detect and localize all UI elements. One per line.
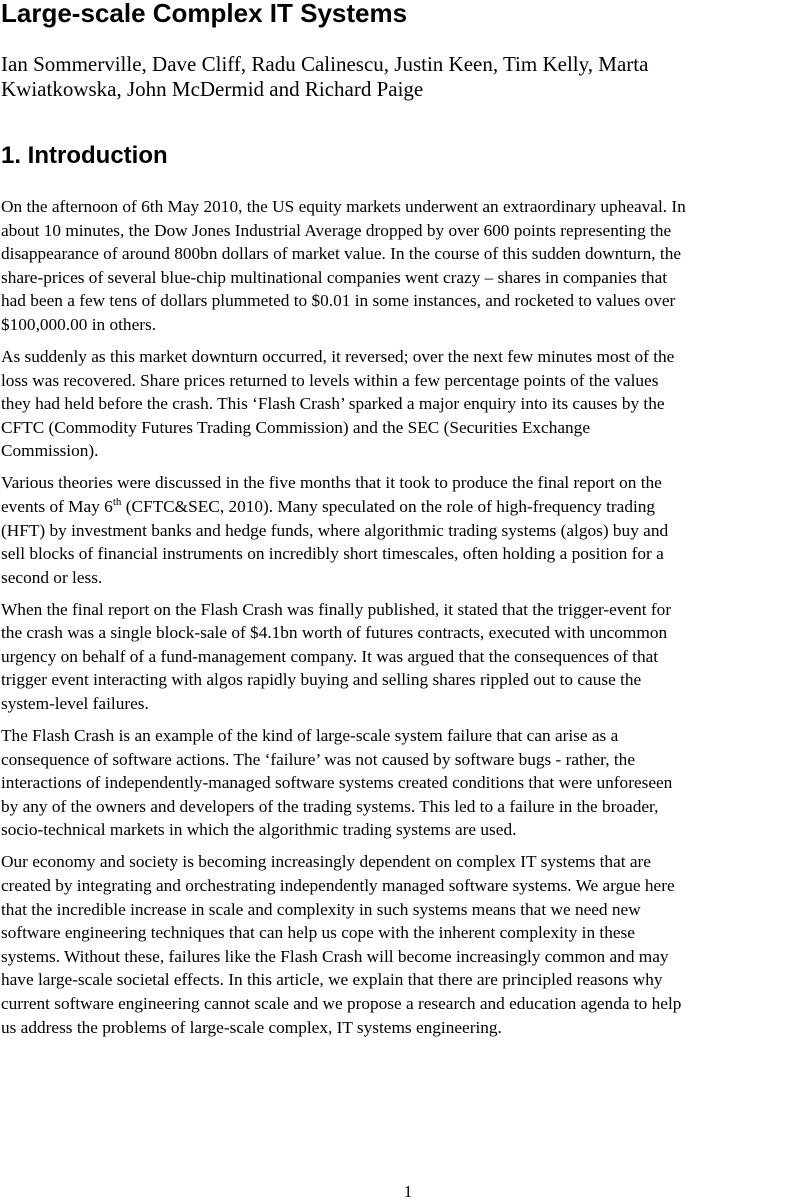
text-line: they had held before the crash. This ‘Flash Crash’ sparked a major enquiry into its causes by the bbox=[1, 394, 665, 414]
text-line: the crash was a single block-sale of $4.1bn worth of futures contracts, executed with uncommon bbox=[1, 623, 668, 643]
page-number: 1 bbox=[403, 1182, 413, 1201]
text-line: CFTC (Commodity Futures Trading Commission) and the SEC (Securities Exchange bbox=[1, 417, 590, 437]
text-line: by any of the owners and developers of the trading systems. This led to a failure in the broader, bbox=[1, 796, 659, 816]
text-line: software engineering techniques that can help us cope with the inherent complexity in these bbox=[1, 923, 635, 943]
text-line: share-prices of several blue-chip multinational companies went crazy – shares in companies that bbox=[1, 267, 668, 287]
text-line-with-superscript bbox=[1, 495, 809, 519]
text-line: system-level failures. bbox=[1, 694, 149, 714]
text-line: Commission). bbox=[1, 441, 99, 461]
text-line: Various theories were discussed in the five months that it took to produce the final report on the bbox=[1, 473, 662, 493]
text-line: $100,000.00 in others. bbox=[1, 314, 157, 334]
text-line: As suddenly as this market downturn occurred, it reversed; over the next few minutes most of the bbox=[1, 346, 675, 366]
text-line: interactions of independently-managed software systems created conditions that were unforeseen bbox=[1, 773, 673, 793]
paragraph-5 bbox=[1, 724, 809, 842]
body-text bbox=[1, 195, 809, 1048]
text-segment: (CFTC&SEC, 2010). Many speculated on the role of high-frequency trading bbox=[121, 496, 656, 516]
text-line: (HFT) by investment banks and hedge funds, where algorithmic trading systems (algos) buy and bbox=[1, 520, 669, 540]
text-line: current software engineering cannot scale and we propose a research and education agenda to help bbox=[1, 993, 682, 1013]
text-line: trigger event interacting with algos rapidly buying and selling shares rippled out to cause the bbox=[1, 670, 642, 690]
text-segment: events of May 6 bbox=[1, 496, 113, 516]
text-line: created by integrating and orchestrating independently managed software systems. We argue here bbox=[1, 875, 675, 895]
text-line: had been a few tens of dollars plummeted to $0.01 in some instances, and rocketed to values over bbox=[1, 291, 676, 311]
text-line: On the afternoon of 6th May 2010, the US equity markets underwent an extraordinary upheaval. In bbox=[1, 197, 686, 216]
paragraph-3 bbox=[1, 471, 809, 589]
section-heading-introduction: 1. Introduction bbox=[1, 142, 168, 169]
text-line: When the final report on the Flash Crash was finally published, it stated that the trigger-event for bbox=[1, 599, 672, 619]
author-line-1: Ian Sommerville, Dave Cliff, Radu Calinescu, Justin Keen, Tim Kelly, Marta bbox=[1, 52, 649, 76]
text-line: socio-technical markets in which the algorithmic trading systems are used. bbox=[1, 820, 517, 840]
text-line: The Flash Crash is an example of the kind of large-scale system failure that can arise as a bbox=[1, 726, 619, 746]
text-line: Our economy and society is becoming increasingly dependent on complex IT systems that are bbox=[1, 852, 651, 872]
superscript-ordinal: th bbox=[112, 495, 122, 508]
text-line: about 10 minutes, the Dow Jones Industrial Average dropped by over 600 points representing the bbox=[1, 220, 672, 240]
text-line: that the incredible increase in scale and complexity in such systems means that we need new bbox=[1, 899, 641, 919]
text-line: second or less. bbox=[1, 567, 103, 587]
paragraph-1 bbox=[1, 195, 809, 337]
text-line: sell blocks of financial instruments on incredibly short timescales, often holding a position for a bbox=[1, 544, 664, 564]
text-line: disappearance of around 800bn dollars of market value. In the course of this sudden downturn, the bbox=[1, 244, 682, 264]
paper-title: Large-scale Complex IT Systems bbox=[1, 0, 408, 28]
text-line: consequence of software actions. The ‘failure’ was not caused by software bugs - rather, the bbox=[1, 749, 635, 769]
paragraph-4 bbox=[1, 598, 809, 716]
author-list bbox=[1, 52, 801, 102]
text-line: systems. Without these, failures like the Flash Crash will become increasingly common and may bbox=[1, 946, 669, 966]
text-line: urgency on behalf of a fund-management company. It was argued that the consequences of that bbox=[1, 646, 659, 666]
author-line-2: Kwiatkowska, John McDermid and Richard Paige bbox=[1, 77, 424, 101]
text-line: have large-scale societal effects. In this article, we explain that there are principled reasons why bbox=[1, 970, 663, 990]
paragraph-6 bbox=[1, 850, 809, 1039]
text-line: us address the problems of large-scale complex, IT systems engineering. bbox=[1, 1017, 502, 1037]
text-line: loss was recovered. Share prices returned to levels within a few percentage points of the values bbox=[1, 370, 659, 390]
paragraph-2 bbox=[1, 345, 809, 463]
